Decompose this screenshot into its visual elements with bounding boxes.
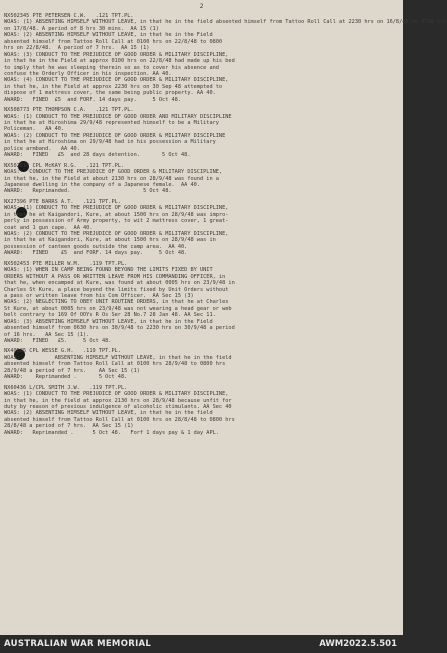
document-line: coat and 1 gun cape. AA 40. bbox=[4, 224, 93, 231]
document-line: 28/8/48 a period of 7 hrs. AA Sec 15 (1) bbox=[4, 423, 134, 430]
document-line: in that he in the Field at approx 0100 hrs on 22/8/48 had made up his bed bbox=[4, 58, 235, 65]
document-line: a pass or written leave from his Com Officer. AA Sec 15 (3) bbox=[4, 292, 194, 299]
document-line: absented himself from Tattoo Roll Call at 0100 hrs on 22/8/48 to 0800 bbox=[4, 38, 223, 45]
document-line: NX508773 PTE THOMPSON C.A. .121 TPT.PL. bbox=[4, 107, 134, 114]
document-line: belt contrary to 169 Of OOYs R Os Ser 28 No.7 28 Jan 48. AA Sec 11. bbox=[4, 312, 216, 319]
document-line: that he, when encamped at Kure, was found at about 0005 hrs on 23/9/48 in bbox=[4, 280, 235, 287]
document-line: AWARD: Reprimanded . 5 Oct 48. bbox=[4, 374, 128, 381]
document-line: possession of canteen goods outside the camp area. AA 40. bbox=[4, 243, 188, 250]
document-line: WOAS: (3) ABSENTING HIMSELF WITHOUT LEAVE, in that he in the Field bbox=[4, 318, 213, 325]
document-line: WOAS: (1) WHEN IN CAMP BEING FOUND BEYOND THE LIMITS FIXED BY UNIT bbox=[4, 267, 213, 274]
document-line: WOAS: ABSENTING HIMSELF WITHOUT LEAVE, in that he in the field bbox=[4, 354, 232, 361]
footer-reference: AWM2022.5.501 bbox=[319, 639, 397, 649]
document-line: in that he, in the field at approx 2130 hrs on 28/9/48 because unfit for bbox=[4, 397, 232, 404]
document-line: AWARD: Reprimanded . 5 Oct 48. Forf 1 days pay & 1 day APL. bbox=[4, 429, 219, 436]
document-line: in that he at Kaigandori, Kure, at about 1500 hrs on 28/9/48 was in bbox=[4, 237, 216, 244]
document-line: NX27396 PTE BARRS A.T. .121 TPT.PL. bbox=[4, 198, 121, 205]
document-line: WOAS: (1) CONDUCT TO THE PREJUDICE OF GOOD ORDER & MILITARY DISCIPLINE, bbox=[4, 391, 229, 398]
document-line: WOAS: (2) CONDUCT TO THE PREJUDICE OF GOOD ORDER & MILITARY DISCIPLINE, bbox=[4, 231, 229, 237]
document-line: WOAS: (4) CONDUCT TO THE PREJUDICE OF GOOD ORDER & MILITARY DISCIPLINE, bbox=[4, 77, 229, 84]
document-line: perly in possession of Army property, to wit 2 mattress cover, 1 great- bbox=[4, 218, 229, 225]
document-line: WOAS: (2) ABSENTING HIMSELF WITHOUT LEAVE, in that he in the Field bbox=[4, 32, 213, 39]
document-line: WOAS: (1) CONDUCT TO THE PREJUDICE OF GOOD ORDER AND MILITARY DISCIPLINE bbox=[4, 113, 232, 120]
document-line: in that he at Hiroshima 29/9/48 represented himself to be a Military bbox=[4, 120, 219, 126]
document-line: in that he, in the Field at approx 2230 hrs on 30 Sep 48 attempted to bbox=[4, 83, 223, 90]
document-line: WOAS: (3) CONDUCT TO THE PREJUDICE OF GOOD ORDER & MILITARY DISCIPLINE, bbox=[4, 51, 229, 58]
document-line: WOAS: CONDUCT TO THE PREJUDICE OF GOOD ORDER & MILITARY DISCIPLINE, bbox=[4, 169, 223, 176]
document-line: NX502816 CPL McKAY R.G. .121 TPT.PL. bbox=[4, 162, 125, 169]
document-line: absented himself from Tattoo Roll Call at 0100 hrs on 28/8/48 to 0800 hrs bbox=[4, 416, 235, 423]
document-line: NX502453 PTE MILLER W.M. .119 TPT.PL. bbox=[4, 260, 128, 267]
document-line: of 16 hrs. AA Sec 15 (1). bbox=[4, 331, 90, 338]
document-line: Charles St Kure, a place beyond the limits fixed by Unit Orders without bbox=[4, 286, 229, 293]
document-line: dispose of 1 mattress cover, the same being public property. AA 40. bbox=[4, 90, 216, 97]
document-line: WOAS: (1) CONDUCT TO THE PREJUDICE OF GOOD ORDER & MILITARY DISCIPLINE, bbox=[4, 205, 229, 212]
typed-record-text bbox=[4, 13, 447, 436]
document-line: hrs on 22/8/48. A period of 7 hrs. AA 15 (1) bbox=[4, 45, 150, 52]
document-line: AWARD: FINED £5 and 28 days detention. 5 Oct 48. bbox=[4, 152, 191, 159]
document-line: NX60436 L/CPL SMITH J.W. .119 TPT.PL. bbox=[4, 384, 128, 391]
document-line: Japanese dwelling in the company of a Japanese female. AA 40. bbox=[4, 181, 200, 188]
document-line: AWARD: Reprimanded. 5 Oct 48. bbox=[4, 188, 172, 195]
document-line: duty by reason of previous indulgence of alcoholic stimulants. AA Sec 40 bbox=[4, 403, 232, 410]
page-number: 2 bbox=[199, 3, 204, 10]
document-line: WOAS: (2) CONDUCT TO THE PREJUDICE OF GOOD ORDER & MILITARY DISCIPLINE bbox=[4, 132, 226, 139]
document-line: in that he at Hiroshima on 29/9/48 had in his possession a Military bbox=[4, 139, 216, 146]
document-line: to imply that he was sleeping therein so as to cover his absence and bbox=[4, 64, 219, 71]
document-line: on 17/8/48. A period of 8 hrs 30 mins. AA 15 (1) bbox=[4, 25, 159, 32]
document-line: police armband. AA 40. bbox=[4, 145, 80, 152]
document-line: WOAS: (2) NEGLECTING TO OBEY UNIT ROUTINE ORDERS, in that he at Charles bbox=[4, 299, 229, 306]
document-line: AWARD: FINED £5 and FORF. 14 days pay. 5 Oct 48. bbox=[4, 250, 188, 257]
document-line: 28/9/48 a period of 7 hrs. AA Sec 15 (1) bbox=[4, 367, 140, 374]
document-line: absented himself from Tattoo Roll Call at 0100 hrs 28/9/48 to 0800 hrs bbox=[4, 361, 226, 368]
document-line: absented himself from 0630 hrs on 30/9/48 to 2230 hrs on 30/9/48 a period bbox=[4, 325, 235, 332]
document-line: WOAS: (2) ABSENTING HIMSELF WITHOUT LEAVE, in that he in the field bbox=[4, 410, 213, 417]
footer-institution: AUSTRALIAN WAR MEMORIAL bbox=[4, 639, 152, 649]
document-line: in that he at Kaigandori, Kure, at about 1500 hrs on 28/9/48 was impro- bbox=[4, 211, 229, 218]
document-line: ORDERS WITHOUT A PASS OR WRITTEN LEAVE FROM HIS COMMANDING OFFICER, in bbox=[4, 273, 226, 280]
document-line: NX40585 CPL WESSE G.H. .119 TPT.PL. bbox=[4, 348, 121, 355]
document-line: AWARD: FINED £5. 5 Oct 48. bbox=[4, 338, 112, 344]
document-line: AWARD: FINED £5 and FORF. 14 days pay. 5 Oct 48. bbox=[4, 96, 182, 103]
document-line: Policeman. AA 40. bbox=[4, 126, 65, 133]
archive-footer bbox=[0, 635, 403, 653]
document-line: confuse the Orderly Officer in his inspection. AA 40. bbox=[4, 70, 172, 77]
document-line: in that he, in the Field at about 2130 hrs on 28/9/48 was found in a bbox=[4, 175, 219, 182]
document-line: St Kure, at about 0005 hrs on 23/9/48 was not wearing a head gear or web bbox=[4, 305, 232, 312]
document-line: NX502345 PTE PETERSEN C.W. .121 TPT.PL. bbox=[4, 13, 134, 19]
document-line: WOAS: (1) ABSENTING HIMSELF WITHOUT LEAVE, in that he in the field absented himself from Tattoo Roll Call at 2230 hrs on 16/8/48 to 0700 hrs bbox=[4, 19, 447, 26]
